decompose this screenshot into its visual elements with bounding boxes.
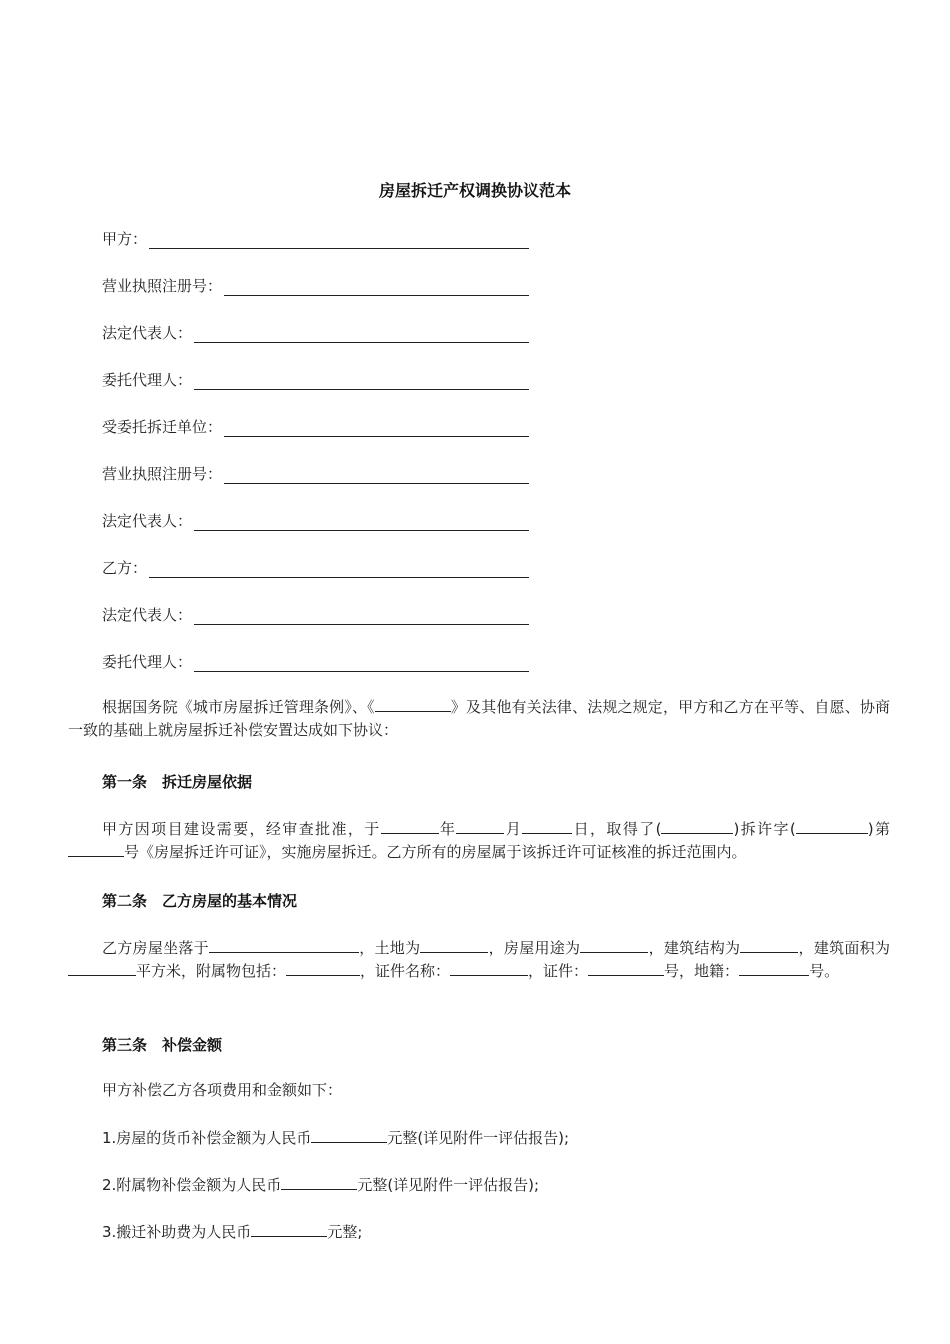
article-3-intro: 甲方补偿乙方各项费用和金额如下： — [102, 1081, 343, 1099]
intro-paragraph — [68, 696, 890, 742]
usage-blank[interactable] — [580, 937, 648, 953]
article-2-text: ，建筑面积为 — [798, 939, 890, 957]
fill-in-line[interactable] — [194, 607, 529, 625]
article-2-text: ，证件名称： — [360, 962, 451, 980]
certificate-name-blank[interactable] — [450, 960, 528, 976]
field-entrusted-unit — [102, 415, 529, 437]
fill-in-line[interactable] — [194, 325, 529, 343]
field-label: 法定代表人： — [102, 324, 193, 342]
field-label: 委托代理人： — [102, 371, 193, 389]
article-1-text: )拆许字( — [733, 820, 796, 838]
area-blank[interactable] — [68, 960, 136, 976]
item-text: 元整(详见附件一评估报告); — [357, 1176, 540, 1194]
fill-in-line[interactable] — [194, 513, 529, 531]
fill-in-line[interactable] — [224, 419, 529, 437]
amount-blank[interactable] — [281, 1174, 357, 1190]
article-2-paragraph — [68, 937, 890, 983]
month-blank[interactable] — [456, 818, 504, 834]
amount-blank[interactable] — [251, 1221, 327, 1237]
article-2-text: 号。 — [809, 962, 840, 980]
field-label: 法定代表人： — [102, 512, 193, 530]
compensation-item — [102, 1174, 539, 1195]
field-label: 委托代理人： — [102, 653, 193, 671]
field-legal-rep-b — [102, 603, 529, 625]
item-text: 元整; — [327, 1223, 363, 1241]
article-2-text: ，房屋用途为 — [488, 939, 581, 957]
article-3-heading: 第三条 补偿金额 — [102, 1036, 223, 1054]
item-text: 3.搬迁补助费为人民币 — [102, 1223, 252, 1241]
field-license-number-a — [102, 274, 529, 296]
article-2-heading: 第二条 乙方房屋的基本情况 — [102, 892, 298, 910]
article-1-heading: 第一条 拆迁房屋依据 — [102, 773, 253, 791]
field-party-a — [102, 227, 529, 249]
field-legal-rep-a — [102, 321, 529, 343]
permit-year-blank[interactable] — [796, 818, 868, 834]
article-2-text: ，证件： — [528, 962, 589, 980]
month-label: 月 — [504, 820, 523, 838]
fill-in-line[interactable] — [194, 654, 529, 672]
article-2-text: ，土地为 — [358, 939, 421, 957]
article-2-text: 号，地籍： — [664, 962, 740, 980]
permit-region-blank[interactable] — [661, 818, 733, 834]
intro-text-start: 根据国务院《城市房屋拆迁管理条例》、《 — [102, 698, 375, 716]
field-label: 受委托拆迁单位： — [102, 418, 223, 436]
year-label: 年 — [438, 820, 457, 838]
field-legal-rep-unit — [102, 509, 529, 531]
article-1-paragraph — [68, 818, 890, 864]
article-1-text: 日，取得了( — [572, 820, 662, 838]
intro-text-end: 》及其他有关法律、法规之规定，甲方和乙方在平等、自愿、协商一致的基础上就房屋拆迁补偿安置达成如下协议： — [68, 698, 890, 739]
field-agent-b — [102, 650, 529, 672]
field-label: 营业执照注册号： — [102, 277, 223, 295]
fill-in-line[interactable] — [149, 560, 529, 578]
year-blank[interactable] — [381, 818, 439, 834]
item-text: 元整(详见附件一评估报告); — [387, 1129, 570, 1147]
field-label: 甲方： — [102, 230, 148, 248]
field-label: 营业执照注册号： — [102, 465, 223, 483]
compensation-item — [102, 1221, 362, 1242]
field-license-number-unit — [102, 462, 529, 484]
regulation-name-blank[interactable] — [375, 696, 451, 712]
article-2-text: 乙方房屋坐落于 — [102, 939, 209, 957]
item-text: 1.房屋的货币补偿金额为人民币 — [102, 1129, 312, 1147]
structure-blank[interactable] — [740, 937, 798, 953]
field-label: 法定代表人： — [102, 606, 193, 624]
article-1-text: 甲方因项目建设需要，经审查批准，于 — [102, 820, 381, 838]
field-label: 乙方： — [102, 559, 148, 577]
compensation-item — [102, 1127, 569, 1148]
field-party-b — [102, 556, 529, 578]
article-2-text: ，建筑结构为 — [648, 939, 741, 957]
location-blank[interactable] — [209, 937, 359, 953]
fill-in-line[interactable] — [194, 372, 529, 390]
land-blank[interactable] — [420, 937, 488, 953]
fill-in-line[interactable] — [149, 231, 529, 249]
article-2-text: 平方米，附属物包括： — [136, 962, 287, 980]
amount-blank[interactable] — [311, 1127, 387, 1143]
document-title: 房屋拆迁产权调换协议范本 — [378, 181, 571, 200]
fill-in-line[interactable] — [224, 466, 529, 484]
permit-number-blank[interactable] — [68, 841, 124, 857]
day-blank[interactable] — [522, 818, 572, 834]
cadastral-number-blank[interactable] — [739, 960, 809, 976]
certificate-number-blank[interactable] — [588, 960, 664, 976]
fill-in-line[interactable] — [224, 278, 529, 296]
article-1-text: )第 — [867, 820, 890, 838]
attachments-blank[interactable] — [286, 960, 360, 976]
article-1-text: 号《房屋拆迁许可证》，实施房屋拆迁。乙方所有的房屋属于该拆迁许可证核准的拆迁范围内。 — [124, 843, 747, 861]
item-text: 2.附属物补偿金额为人民币 — [102, 1176, 282, 1194]
field-agent-a — [102, 368, 529, 390]
